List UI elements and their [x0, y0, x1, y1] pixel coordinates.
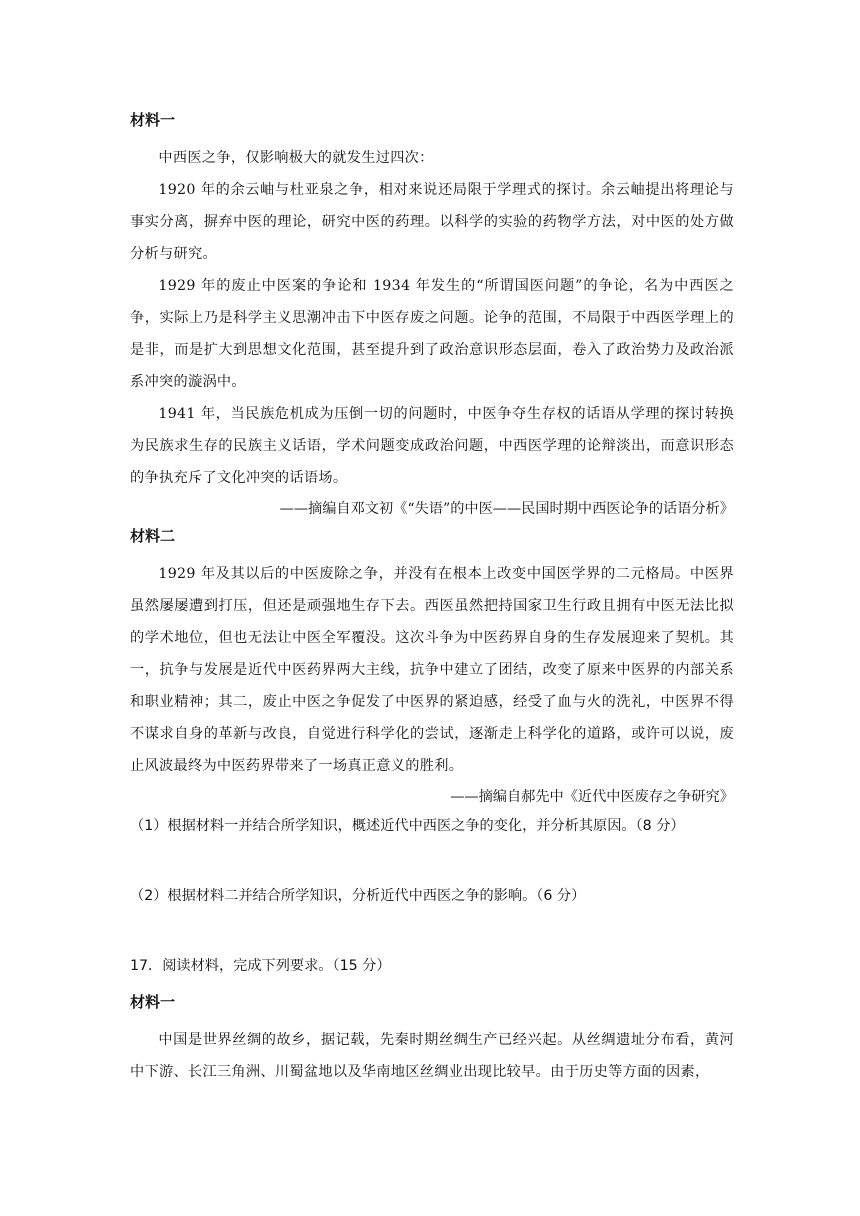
document-page: [130, 108, 734, 1088]
question-17-title: 17．阅读材料，完成下列要求。（15 分）: [130, 958, 391, 974]
material1-source: ——摘编自邓文初《“失语”的中医——民国时期中西医论争的话语分析》: [279, 501, 734, 517]
material1-paragraph: 中西医之争，仅影响极大的就发生过四次：: [158, 150, 434, 166]
question-2: （2）根据材料二并结合所学知识，分析近代中西医之争的影响。（6 分）: [130, 888, 586, 904]
material2-heading: 材料二: [130, 527, 176, 545]
material2-paragraph: 1929 年及其以后的中医废除之争，并没有在根本上改变中国医学界的二元格局。中医界虽然屡屡遭到打压，但还是顽强地生存下去。西医虽然把持国家卫生行政且拥有中医无法比拟的学术地位，但也无法让中医全军覆没。这次斗争为中医药界自身的生存发展迎来了契机。其一，抗争与发展是近代中医药界两大主线，抗争中建立了团结，改变了原来中医界的内部关系和职业精神；其二，废止中医之争促发了中医界的紧迫感，经受了血与火的洗礼，中医界不得不谋求自身的革新与改良，自觉进行科学化的尝试，逐渐走上科学化的道路，或许可以说，废止风波最终为中医药界带来了一场真正意义的胜利。: [130, 566, 734, 774]
material1-paragraph: 1929 年的废止中医案的争论和 1934 年发生的“所谓国医问题”的争论，名为中西医之争，实际上乃是科学主义思潮冲击下中医存废之问题。论争的范围，不局限于中西医学理上的是非，而是扩大到思想文化范围，甚至提升到了政治意识形态层面，卷入了政治势力及政治派系冲突的漩涡中。: [130, 278, 734, 390]
material1-paragraph: 1920 年的余云岫与杜亚泉之争，相对来说还局限于学理式的探讨。余云岫提出将理论与事实分离，摒弃中医的理论，研究中医的药理。以科学的实验的药物学方法，对中医的处方做分析与研究。: [130, 182, 734, 262]
q17-material1-heading: 材料一: [130, 993, 176, 1011]
q17-material1-paragraph: 中国是世界丝绸的故乡，据记载，先秦时期丝绸生产已经兴起。从丝绸遗址分布看，黄河中下游、长江三角洲、川蜀盆地以及华南地区丝绸业出现比较早。由于历史等方面的因素，: [130, 1032, 734, 1080]
material2-source: ——摘编自郝先中《近代中医废存之争研究》: [450, 789, 734, 805]
material1-heading: 材料一: [130, 111, 176, 129]
question-1: （1）根据材料一并结合所学知识，概述近代中西医之争的变化，并分析其原因。（8 分）: [130, 818, 685, 834]
material1-paragraph: 1941 年，当民族危机成为压倒一切的问题时，中医争夺生存权的话语从学理的探讨转换为民族求生存的民族主义话语，学术问题变成政治问题，中西医学理的论辩淡出，而意识形态的争执充斥了文化冲突的话语场。: [130, 406, 734, 486]
